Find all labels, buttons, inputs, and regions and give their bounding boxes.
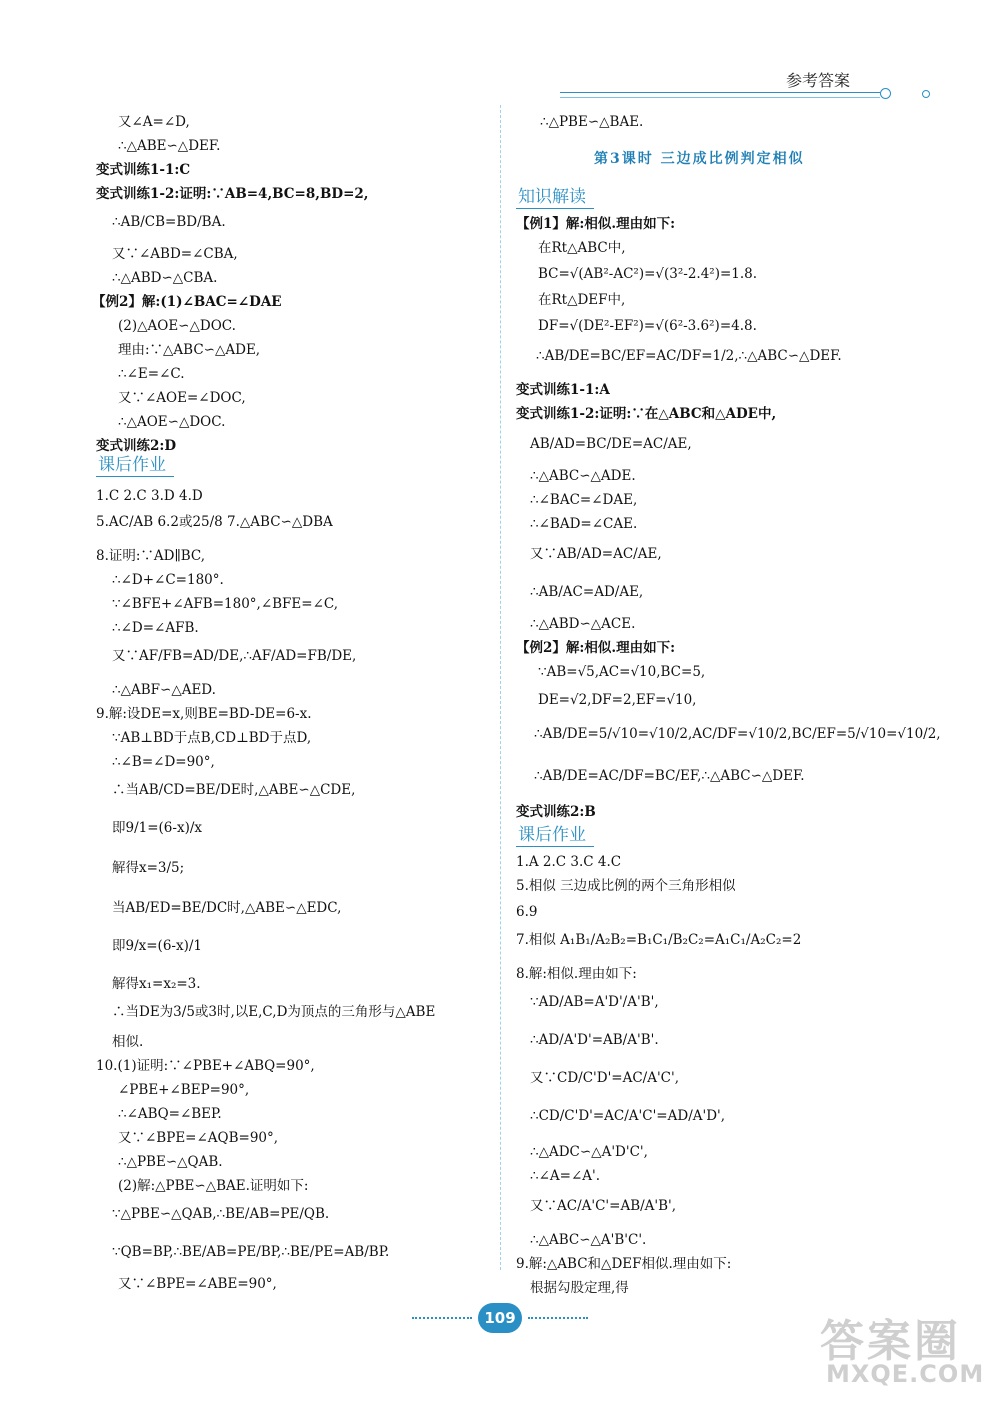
left-line: 5.AC/AB 6.2或25/8 7.△ABC∽△DBA — [96, 514, 333, 530]
right-section-title-2: 课后作业 — [516, 824, 594, 847]
header-rule-thin — [560, 97, 880, 98]
left-line: ∴△ABE∽△DEF. — [118, 138, 221, 154]
header-rule — [560, 92, 880, 93]
right-line: ∴AB/DE=AC/DF=BC/EF,∴△ABC∽△DEF. — [534, 768, 805, 784]
left-line: 8.证明:∵AD∥BC, — [96, 548, 206, 564]
right-line: ∴△PBE∽△BAE. — [540, 114, 644, 130]
left-line: ∴当DE为3/5或3时,以E,C,D为顶点的三角形与△ABE — [112, 1004, 436, 1020]
right-line: ∴AB/DE=BC/EF=AC/DF=1/2,∴△ABC∽△DEF. — [536, 348, 842, 364]
left-line: 即9/x=(6-x)/1 — [112, 938, 202, 954]
left-line: ∵QB=BP,∴BE/AB=PE/BP,∴BE/PE=AB/BP. — [112, 1244, 390, 1260]
left-line: ∵AB⊥BD于点B,CD⊥BD于点D, — [112, 730, 312, 746]
right-line: DE=√2,DF=2,EF=√10, — [538, 692, 697, 708]
right-line: ∵AD/AB=A'D'/A'B', — [530, 994, 659, 1010]
right-line: ∴∠BAD=∠CAE. — [530, 516, 638, 532]
right-line: 又∵AB/AD=AC/AE, — [530, 546, 662, 562]
right-line: ∴△ABC∽△A'B'C'. — [530, 1232, 647, 1248]
left-line: ∴∠D+∠C=180°. — [112, 572, 224, 588]
left-line: ∴△PBE∽△QAB. — [118, 1154, 223, 1170]
left-line: 即9/1=(6-x)/x — [112, 820, 202, 836]
left-line: ∴△ABD∽△CBA. — [112, 270, 218, 286]
right-line: ∴AB/DE=5/√10=√10/2,AC/DF=√10/2,BC/EF=5/√10=√10/2, — [534, 726, 941, 742]
right-line: 在Rt△ABC中, — [538, 240, 626, 256]
right-line: ∴△ABC∽△ADE. — [530, 468, 636, 484]
left-line: 又∵∠AOE=∠DOC, — [118, 390, 246, 406]
left-line: 又∵∠BPE=∠AQB=90°, — [118, 1130, 279, 1146]
lesson-heading: 第3课时 三边成比例判定相似 — [594, 151, 805, 167]
left-line: 解得x=3/5; — [112, 860, 185, 876]
left-line: ∴△AOE∽△DOC. — [118, 414, 226, 430]
left-line: ∴当AB/CD=BE/DE时,△ABE∽△CDE, — [112, 782, 356, 798]
right-line: ∴CD/C'D'=AC/A'C'=AD/A'D', — [530, 1108, 726, 1124]
left-line: ∴∠E=∠C. — [118, 366, 185, 382]
right-line: ∵AB=√5,AC=√10,BC=5, — [538, 664, 706, 680]
right-line: 8.解:相似.理由如下: — [516, 966, 637, 982]
left-line: 理由:∵△ABC∽△ADE, — [118, 342, 261, 358]
right-line: 7.相似 A₁B₁/A₂B₂=B₁C₁/B₂C₂=A₁C₁/A₂C₂=2 — [516, 932, 802, 948]
header-title: 参考答案 — [786, 71, 851, 90]
left-line: 【例2】解:(1)∠BAC=∠DAE — [92, 294, 282, 310]
left-line: ∠PBE+∠BEP=90°, — [118, 1082, 250, 1098]
right-line: 变式训练1-2:证明:∵在△ABC和△ADE中, — [516, 406, 777, 422]
watermark-url: MXQE.COM — [826, 1360, 985, 1388]
page-dots-right — [528, 1317, 588, 1319]
right-line: BC=√(AB²-AC²)=√(3²-2.4²)=1.8. — [538, 266, 758, 282]
left-line: ∴△ABF∽△AED. — [112, 682, 216, 698]
right-line: DF=√(DE²-EF²)=√(6²-3.6²)=4.8. — [538, 318, 757, 334]
left-line: ∴∠B=∠D=90°, — [112, 754, 215, 770]
left-line: (2)△AOE∽△DOC. — [118, 318, 236, 334]
right-line: 6.9 — [516, 904, 538, 920]
left-line: 又∵AF/FB=AD/DE,∴AF/AD=FB/DE, — [112, 648, 357, 664]
left-line: 10.(1)证明:∵∠PBE+∠ABQ=90°, — [96, 1058, 315, 1074]
left-line: ∴AB/CB=BD/BA. — [112, 214, 226, 230]
left-line: 又∵∠ABD=∠CBA, — [112, 246, 238, 262]
right-line: ∴△ABD∽△ACE. — [530, 616, 636, 632]
right-line: 9.解:△ABC和△DEF相似.理由如下: — [516, 1256, 732, 1272]
watermark-logo: 答案圈 — [820, 1316, 961, 1367]
header-knob-icon — [880, 88, 891, 99]
left-line: 又∵∠BPE=∠ABE=90°, — [118, 1276, 277, 1292]
left-line: ∴∠ABQ=∠BEP. — [118, 1106, 222, 1122]
right-line: AB/AD=BC/DE=AC/AE, — [530, 436, 692, 452]
right-line: 1.A 2.C 3.C 4.C — [516, 854, 622, 870]
page-number: 109 — [478, 1303, 522, 1333]
left-section-title: 课后作业 — [96, 454, 174, 477]
left-line: 变式训练1-1:C — [96, 162, 191, 178]
left-line: 相似. — [112, 1034, 144, 1050]
left-line: ∴∠D=∠AFB. — [112, 620, 199, 636]
right-line: 变式训练1-1:A — [516, 382, 610, 398]
right-line: ∴AD/A'D'=AB/A'B'. — [530, 1032, 659, 1048]
left-line: ∵△PBE∽△QAB,∴BE/AB=PE/QB. — [112, 1206, 330, 1222]
left-line: 解得x₁=x₂=3. — [112, 976, 201, 992]
right-section-title: 知识解读 — [516, 186, 594, 209]
left-line: 9.解:设DE=x,则BE=BD-DE=6-x. — [96, 706, 312, 722]
right-line: 又∵AC/A'C'=AB/A'B', — [530, 1198, 677, 1214]
right-line: ∴AB/AC=AD/AE, — [530, 584, 644, 600]
right-line: ∴∠A=∠A'. — [530, 1168, 601, 1184]
left-line: 当AB/ED=BE/DC时,△ABE∽△EDC, — [112, 900, 342, 916]
right-line: 在Rt△DEF中, — [538, 292, 626, 308]
left-line: 又∠A=∠D, — [118, 114, 190, 130]
right-line: 根据勾股定理,得 — [530, 1280, 629, 1296]
header-knob-small-icon — [922, 90, 930, 98]
right-line: 又∵CD/C'D'=AC/A'C', — [530, 1070, 680, 1086]
right-line: 5.相似 三边成比例的两个三角形相似 — [516, 878, 736, 894]
right-line: 【例1】解:相似.理由如下: — [516, 216, 676, 232]
right-line: 变式训练2:B — [516, 804, 596, 820]
left-line: ∵∠BFE+∠AFB=180°,∠BFE=∠C, — [112, 596, 339, 612]
left-line: 变式训练2:D — [96, 438, 177, 454]
right-line: 【例2】解:相似.理由如下: — [516, 640, 676, 656]
left-line: (2)解:△PBE∽△BAE.证明如下: — [118, 1178, 309, 1194]
left-line: 变式训练1-2:证明:∵AB=4,BC=8,BD=2, — [96, 186, 369, 202]
right-line: ∴△ADC∽△A'D'C', — [530, 1144, 648, 1160]
right-line: ∴∠BAC=∠DAE, — [530, 492, 638, 508]
column-divider — [500, 105, 501, 1270]
page-dots-left — [412, 1317, 472, 1319]
left-line: 1.C 2.C 3.D 4.D — [96, 488, 203, 504]
